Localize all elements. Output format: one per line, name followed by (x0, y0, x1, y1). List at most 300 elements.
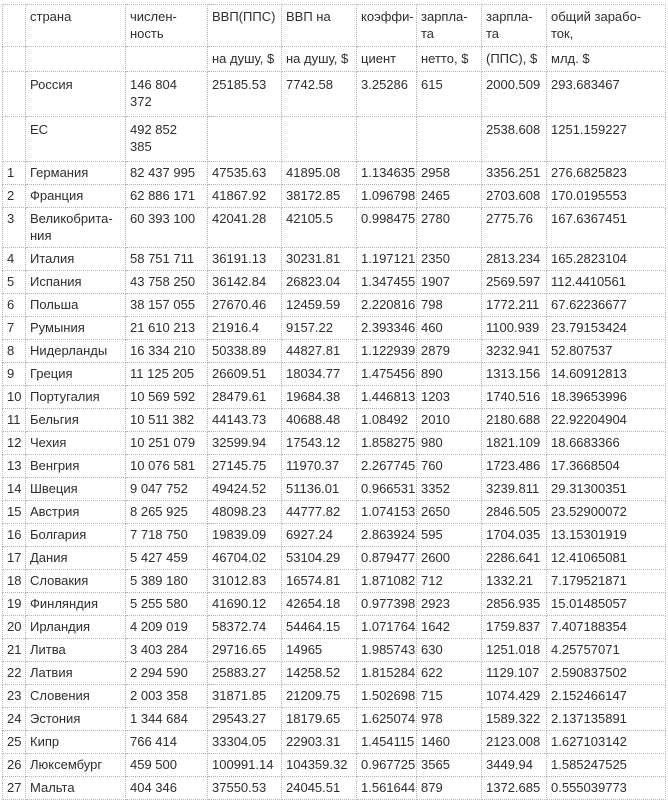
gdp-per-capita-cell: 14258.52 (282, 662, 357, 685)
coefficient-cell: 1.561644 (357, 777, 417, 800)
population-cell: 146 804 372 (126, 72, 208, 117)
table-row (3, 271, 666, 294)
row-index-cell: 8 (3, 340, 26, 363)
column-header-cell (3, 47, 26, 72)
row-index-cell: 5 (3, 271, 26, 294)
ppp-salary-cell: 1704.035 (482, 524, 547, 547)
ppp-salary-cell: 2813.234 (482, 248, 547, 271)
gdp-per-capita-cell: 11970.37 (282, 455, 357, 478)
total-earnings-cell: 18.6683366 (547, 432, 666, 455)
row-index-cell: 6 (3, 294, 26, 317)
population-cell: 5 255 580 (126, 593, 208, 616)
row-index-cell: 12 (3, 432, 26, 455)
gdp-ppp-per-capita-cell: 44143.73 (208, 409, 282, 432)
column-header-cell: числен- ность (126, 5, 208, 47)
population-cell: 58 751 711 (126, 248, 208, 271)
country-name-cell: Люксембург (26, 754, 126, 777)
row-index-cell (3, 72, 26, 117)
net-salary-cell: 622 (417, 662, 482, 685)
ppp-salary-cell: 2703.608 (482, 185, 547, 208)
gdp-per-capita-cell: 41895.08 (282, 162, 357, 185)
gdp-ppp-per-capita-cell: 47535.63 (208, 162, 282, 185)
table-row (3, 547, 666, 570)
ppp-salary-cell: 1821.109 (482, 432, 547, 455)
country-name-cell: Венгрия (26, 455, 126, 478)
total-earnings-cell: 7.407188354 (547, 616, 666, 639)
total-earnings-cell: 12.41065081 (547, 547, 666, 570)
gdp-per-capita-cell: 17543.12 (282, 432, 357, 455)
gdp-ppp-per-capita-cell: 48098.23 (208, 501, 282, 524)
total-earnings-cell: 67.62236677 (547, 294, 666, 317)
total-earnings-cell: 293.683467 (547, 72, 666, 117)
coefficient-cell: 1.08492 (357, 409, 417, 432)
ppp-salary-cell: 2538.608 (482, 117, 547, 162)
coefficient-cell: 1.475456 (357, 363, 417, 386)
row-index-cell: 22 (3, 662, 26, 685)
row-index-cell (3, 117, 26, 162)
coefficient-cell: 2.220816 (357, 294, 417, 317)
gdp-ppp-per-capita-cell: 42041.28 (208, 208, 282, 248)
column-header-cell: страна (26, 5, 126, 47)
gdp-per-capita-cell: 12459.59 (282, 294, 357, 317)
net-salary-cell: 978 (417, 708, 482, 731)
population-cell: 21 610 213 (126, 317, 208, 340)
net-salary-cell: 3352 (417, 478, 482, 501)
gdp-ppp-per-capita-cell: 32599.94 (208, 432, 282, 455)
country-name-cell: Португалия (26, 386, 126, 409)
ppp-salary-cell: 2846.505 (482, 501, 547, 524)
country-name-cell: Греция (26, 363, 126, 386)
coefficient-cell: 0.966531 (357, 478, 417, 501)
ppp-salary-cell: 1313.156 (482, 363, 547, 386)
net-salary-cell: 2958 (417, 162, 482, 185)
country-name-cell: Мальта (26, 777, 126, 800)
total-earnings-cell: 13.15301919 (547, 524, 666, 547)
country-name-cell: Дания (26, 547, 126, 570)
coefficient-cell: 1.347455 (357, 271, 417, 294)
coefficient-cell: 2.267745 (357, 455, 417, 478)
country-name-cell: Польша (26, 294, 126, 317)
table-row (3, 317, 666, 340)
column-header-cell (3, 5, 26, 47)
row-index-cell: 19 (3, 593, 26, 616)
gdp-per-capita-cell: 44827.81 (282, 340, 357, 363)
country-name-cell: Нидерланды (26, 340, 126, 363)
country-name-cell: Австрия (26, 501, 126, 524)
row-index-cell: 4 (3, 248, 26, 271)
total-earnings-cell: 15.01485057 (547, 593, 666, 616)
gdp-per-capita-cell: 38172.85 (282, 185, 357, 208)
row-index-cell: 1 (3, 162, 26, 185)
total-earnings-cell: 1.585247525 (547, 754, 666, 777)
coefficient-cell: 0.967725 (357, 754, 417, 777)
row-index-cell: 7 (3, 317, 26, 340)
net-salary-cell: 2879 (417, 340, 482, 363)
country-name-cell: Словения (26, 685, 126, 708)
table-row (3, 455, 666, 478)
coefficient-cell: 1.071764 (357, 616, 417, 639)
net-salary-cell: 715 (417, 685, 482, 708)
row-index-cell: 3 (3, 208, 26, 248)
total-earnings-cell: 276.6825823 (547, 162, 666, 185)
gdp-per-capita-cell: 21209.75 (282, 685, 357, 708)
row-index-cell: 27 (3, 777, 26, 800)
ppp-salary-cell: 2856.935 (482, 593, 547, 616)
gdp-per-capita-cell: 18034.77 (282, 363, 357, 386)
net-salary-cell: 630 (417, 639, 482, 662)
gdp-ppp-per-capita-cell: 41690.12 (208, 593, 282, 616)
row-index-cell: 24 (3, 708, 26, 731)
coefficient-cell: 1.074153 (357, 501, 417, 524)
gdp-ppp-per-capita-cell: 46704.02 (208, 547, 282, 570)
total-earnings-cell: 2.152466147 (547, 685, 666, 708)
row-index-cell: 17 (3, 547, 26, 570)
column-header-cell: циент (357, 47, 417, 72)
net-salary-cell: 760 (417, 455, 482, 478)
population-cell: 2 294 590 (126, 662, 208, 685)
population-cell: 4 209 019 (126, 616, 208, 639)
table-row (3, 593, 666, 616)
row-index-cell: 18 (3, 570, 26, 593)
country-name-cell: Кипр (26, 731, 126, 754)
country-name-cell: Эстония (26, 708, 126, 731)
column-header-cell: зарпла- та (417, 5, 482, 47)
total-earnings-cell: 23.79153424 (547, 317, 666, 340)
total-earnings-cell: 22.92204904 (547, 409, 666, 432)
gdp-per-capita-cell: 104359.32 (282, 754, 357, 777)
gdp-ppp-per-capita-cell: 58372.74 (208, 616, 282, 639)
ppp-salary-cell: 3449.94 (482, 754, 547, 777)
table-row (3, 432, 666, 455)
column-header-cell: нетто, $ (417, 47, 482, 72)
net-salary-cell: 798 (417, 294, 482, 317)
population-cell: 459 500 (126, 754, 208, 777)
gdp-per-capita-cell: 14965 (282, 639, 357, 662)
population-cell: 10 251 079 (126, 432, 208, 455)
ppp-salary-cell: 1772.211 (482, 294, 547, 317)
table-row (3, 524, 666, 547)
coefficient-cell: 1.871082 (357, 570, 417, 593)
column-header-cell (26, 47, 126, 72)
gdp-ppp-per-capita-cell: 50338.89 (208, 340, 282, 363)
ppp-salary-cell: 1723.486 (482, 455, 547, 478)
gdp-ppp-per-capita-cell: 25883.27 (208, 662, 282, 685)
country-name-cell: Болгария (26, 524, 126, 547)
ppp-salary-cell: 1129.107 (482, 662, 547, 685)
country-name-cell: Финляндия (26, 593, 126, 616)
total-earnings-cell: 29.31300351 (547, 478, 666, 501)
gdp-per-capita-cell: 24045.51 (282, 777, 357, 800)
country-name-cell: Россия (26, 72, 126, 117)
table-row (3, 185, 666, 208)
table-row (3, 162, 666, 185)
gdp-ppp-per-capita-cell (208, 117, 282, 162)
column-header-cell: зарпла- та (482, 5, 547, 47)
gdp-ppp-per-capita-cell: 37550.53 (208, 777, 282, 800)
header-row-2 (3, 47, 666, 72)
net-salary-cell: 2350 (417, 248, 482, 271)
table-row (3, 731, 666, 754)
ppp-salary-cell: 1251.018 (482, 639, 547, 662)
ppp-salary-cell: 2286.641 (482, 547, 547, 570)
gdp-ppp-per-capita-cell: 33304.05 (208, 731, 282, 754)
column-header-cell: на душу, $ (282, 47, 357, 72)
column-header-cell: ВВП(ППС) (208, 5, 282, 47)
ppp-salary-cell: 3239.811 (482, 478, 547, 501)
gdp-ppp-per-capita-cell: 27145.75 (208, 455, 282, 478)
gdp-ppp-per-capita-cell: 27670.46 (208, 294, 282, 317)
net-salary-cell: 1907 (417, 271, 482, 294)
population-cell: 1 344 684 (126, 708, 208, 731)
coefficient-cell: 1.815284 (357, 662, 417, 685)
countries-economics-table (2, 4, 666, 800)
table-row (3, 685, 666, 708)
table-row (3, 117, 666, 162)
table-row (3, 708, 666, 731)
table-row (3, 72, 666, 117)
country-name-cell: Бельгия (26, 409, 126, 432)
gdp-ppp-per-capita-cell: 21916.4 (208, 317, 282, 340)
table-row (3, 662, 666, 685)
total-earnings-cell: 167.6367451 (547, 208, 666, 248)
net-salary-cell: 595 (417, 524, 482, 547)
header-row-1 (3, 5, 666, 47)
net-salary-cell: 879 (417, 777, 482, 800)
ppp-salary-cell: 1589.322 (482, 708, 547, 731)
gdp-per-capita-cell: 54464.15 (282, 616, 357, 639)
country-name-cell: Италия (26, 248, 126, 271)
country-name-cell: Швеция (26, 478, 126, 501)
ppp-salary-cell: 2569.597 (482, 271, 547, 294)
population-cell: 43 758 250 (126, 271, 208, 294)
gdp-per-capita-cell: 51136.01 (282, 478, 357, 501)
gdp-per-capita-cell: 9157.22 (282, 317, 357, 340)
row-index-cell: 2 (3, 185, 26, 208)
coefficient-cell: 1.122939 (357, 340, 417, 363)
total-earnings-cell: 1251.159227 (547, 117, 666, 162)
ppp-salary-cell: 2180.688 (482, 409, 547, 432)
coefficient-cell: 2.863924 (357, 524, 417, 547)
population-cell: 10 569 592 (126, 386, 208, 409)
table-row (3, 754, 666, 777)
population-cell: 8 265 925 (126, 501, 208, 524)
ppp-salary-cell: 3232.941 (482, 340, 547, 363)
gdp-per-capita-cell: 42654.18 (282, 593, 357, 616)
total-earnings-cell: 165.2823104 (547, 248, 666, 271)
ppp-salary-cell: 1740.516 (482, 386, 547, 409)
net-salary-cell: 1642 (417, 616, 482, 639)
gdp-per-capita-cell: 53104.29 (282, 547, 357, 570)
coefficient-cell: 1.096798 (357, 185, 417, 208)
country-name-cell: Великобрита- ния (26, 208, 126, 248)
population-cell: 62 886 171 (126, 185, 208, 208)
gdp-per-capita-cell (282, 117, 357, 162)
total-earnings-cell: 18.39653996 (547, 386, 666, 409)
coefficient-cell: 2.393346 (357, 317, 417, 340)
table-row (3, 639, 666, 662)
country-name-cell: Ирландия (26, 616, 126, 639)
ppp-salary-cell: 2775.76 (482, 208, 547, 248)
net-salary-cell: 3565 (417, 754, 482, 777)
country-name-cell: Латвия (26, 662, 126, 685)
row-index-cell: 15 (3, 501, 26, 524)
table-row (3, 478, 666, 501)
population-cell: 3 403 284 (126, 639, 208, 662)
coefficient-cell: 0.879477 (357, 547, 417, 570)
column-header-cell: (ППС), $ (482, 47, 547, 72)
country-name-cell: Литва (26, 639, 126, 662)
population-cell: 11 125 205 (126, 363, 208, 386)
coefficient-cell: 0.977398 (357, 593, 417, 616)
ppp-salary-cell: 1372.685 (482, 777, 547, 800)
ppp-salary-cell: 1759.837 (482, 616, 547, 639)
net-salary-cell: 2600 (417, 547, 482, 570)
gdp-ppp-per-capita-cell: 25185.53 (208, 72, 282, 117)
row-index-cell: 9 (3, 363, 26, 386)
gdp-per-capita-cell: 26823.04 (282, 271, 357, 294)
net-salary-cell (417, 117, 482, 162)
column-header-cell (126, 47, 208, 72)
net-salary-cell: 615 (417, 72, 482, 117)
gdp-ppp-per-capita-cell: 19839.09 (208, 524, 282, 547)
coefficient-cell: 1.985743 (357, 639, 417, 662)
net-salary-cell: 1460 (417, 731, 482, 754)
ppp-salary-cell: 3356.251 (482, 162, 547, 185)
gdp-per-capita-cell: 44777.82 (282, 501, 357, 524)
row-index-cell: 16 (3, 524, 26, 547)
gdp-ppp-per-capita-cell: 31871.85 (208, 685, 282, 708)
table-body (3, 72, 666, 800)
ppp-salary-cell: 1100.939 (482, 317, 547, 340)
gdp-per-capita-cell: 18179.65 (282, 708, 357, 731)
gdp-per-capita-cell: 6927.24 (282, 524, 357, 547)
population-cell: 766 414 (126, 731, 208, 754)
ppp-salary-cell: 2000.509 (482, 72, 547, 117)
row-index-cell: 20 (3, 616, 26, 639)
country-name-cell: Румыния (26, 317, 126, 340)
population-cell: 10 511 382 (126, 409, 208, 432)
net-salary-cell: 1203 (417, 386, 482, 409)
row-index-cell: 11 (3, 409, 26, 432)
coefficient-cell: 3.25286 (357, 72, 417, 117)
population-cell: 38 157 055 (126, 294, 208, 317)
net-salary-cell: 980 (417, 432, 482, 455)
gdp-ppp-per-capita-cell: 31012.83 (208, 570, 282, 593)
coefficient-cell: 1.197121 (357, 248, 417, 271)
country-name-cell: Испания (26, 271, 126, 294)
total-earnings-cell: 52.807537 (547, 340, 666, 363)
country-name-cell: Словакия (26, 570, 126, 593)
population-cell: 2 003 358 (126, 685, 208, 708)
gdp-ppp-per-capita-cell: 41867.92 (208, 185, 282, 208)
ppp-salary-cell: 1332.21 (482, 570, 547, 593)
table-row (3, 363, 666, 386)
total-earnings-cell: 2.137135891 (547, 708, 666, 731)
net-salary-cell: 2923 (417, 593, 482, 616)
net-salary-cell: 2780 (417, 208, 482, 248)
table-row (3, 777, 666, 800)
coefficient-cell: 0.998475 (357, 208, 417, 248)
population-cell: 16 334 210 (126, 340, 208, 363)
country-name-cell: Германия (26, 162, 126, 185)
population-cell: 9 047 752 (126, 478, 208, 501)
row-index-cell: 14 (3, 478, 26, 501)
gdp-ppp-per-capita-cell: 36142.84 (208, 271, 282, 294)
column-header-cell: коэффи- (357, 5, 417, 47)
row-index-cell: 26 (3, 754, 26, 777)
table-row (3, 501, 666, 524)
row-index-cell: 10 (3, 386, 26, 409)
total-earnings-cell: 17.3668504 (547, 455, 666, 478)
coefficient-cell: 1.625074 (357, 708, 417, 731)
coefficient-cell: 1.134635 (357, 162, 417, 185)
gdp-ppp-per-capita-cell: 29716.65 (208, 639, 282, 662)
total-earnings-cell: 23.52900072 (547, 501, 666, 524)
table-row (3, 386, 666, 409)
total-earnings-cell: 0.555039773 (547, 777, 666, 800)
table-row (3, 616, 666, 639)
population-cell: 404 346 (126, 777, 208, 800)
table-row (3, 570, 666, 593)
gdp-ppp-per-capita-cell: 100991.14 (208, 754, 282, 777)
gdp-per-capita-cell: 42105.5 (282, 208, 357, 248)
gdp-per-capita-cell: 19684.38 (282, 386, 357, 409)
country-name-cell: ЕС (26, 117, 126, 162)
row-index-cell: 21 (3, 639, 26, 662)
coefficient-cell (357, 117, 417, 162)
column-header-cell: на душу, $ (208, 47, 282, 72)
total-earnings-cell: 112.4410561 (547, 271, 666, 294)
row-index-cell: 25 (3, 731, 26, 754)
coefficient-cell: 1.502698 (357, 685, 417, 708)
net-salary-cell: 460 (417, 317, 482, 340)
gdp-per-capita-cell: 16574.81 (282, 570, 357, 593)
total-earnings-cell: 2.590837502 (547, 662, 666, 685)
gdp-ppp-per-capita-cell: 49424.52 (208, 478, 282, 501)
table-row (3, 208, 666, 248)
table-row (3, 248, 666, 271)
net-salary-cell: 2650 (417, 501, 482, 524)
net-salary-cell: 890 (417, 363, 482, 386)
net-salary-cell: 712 (417, 570, 482, 593)
table-header (3, 5, 666, 72)
gdp-ppp-per-capita-cell: 36191.13 (208, 248, 282, 271)
table-row (3, 294, 666, 317)
population-cell: 5 427 459 (126, 547, 208, 570)
total-earnings-cell: 4.25757071 (547, 639, 666, 662)
column-header-cell: млд. $ (547, 47, 666, 72)
country-name-cell: Франция (26, 185, 126, 208)
population-cell: 10 076 581 (126, 455, 208, 478)
population-cell: 60 393 100 (126, 208, 208, 248)
column-header-cell: ВВП на (282, 5, 357, 47)
population-cell: 7 718 750 (126, 524, 208, 547)
gdp-ppp-per-capita-cell: 28479.61 (208, 386, 282, 409)
gdp-per-capita-cell: 40688.48 (282, 409, 357, 432)
row-index-cell: 23 (3, 685, 26, 708)
gdp-per-capita-cell: 7742.58 (282, 72, 357, 117)
ppp-salary-cell: 1074.429 (482, 685, 547, 708)
country-name-cell: Чехия (26, 432, 126, 455)
table-row (3, 409, 666, 432)
row-index-cell: 13 (3, 455, 26, 478)
population-cell: 5 389 180 (126, 570, 208, 593)
population-cell: 492 852 385 (126, 117, 208, 162)
coefficient-cell: 1.446813 (357, 386, 417, 409)
coefficient-cell: 1.858275 (357, 432, 417, 455)
coefficient-cell: 1.454115 (357, 731, 417, 754)
total-earnings-cell: 7.179521871 (547, 570, 666, 593)
